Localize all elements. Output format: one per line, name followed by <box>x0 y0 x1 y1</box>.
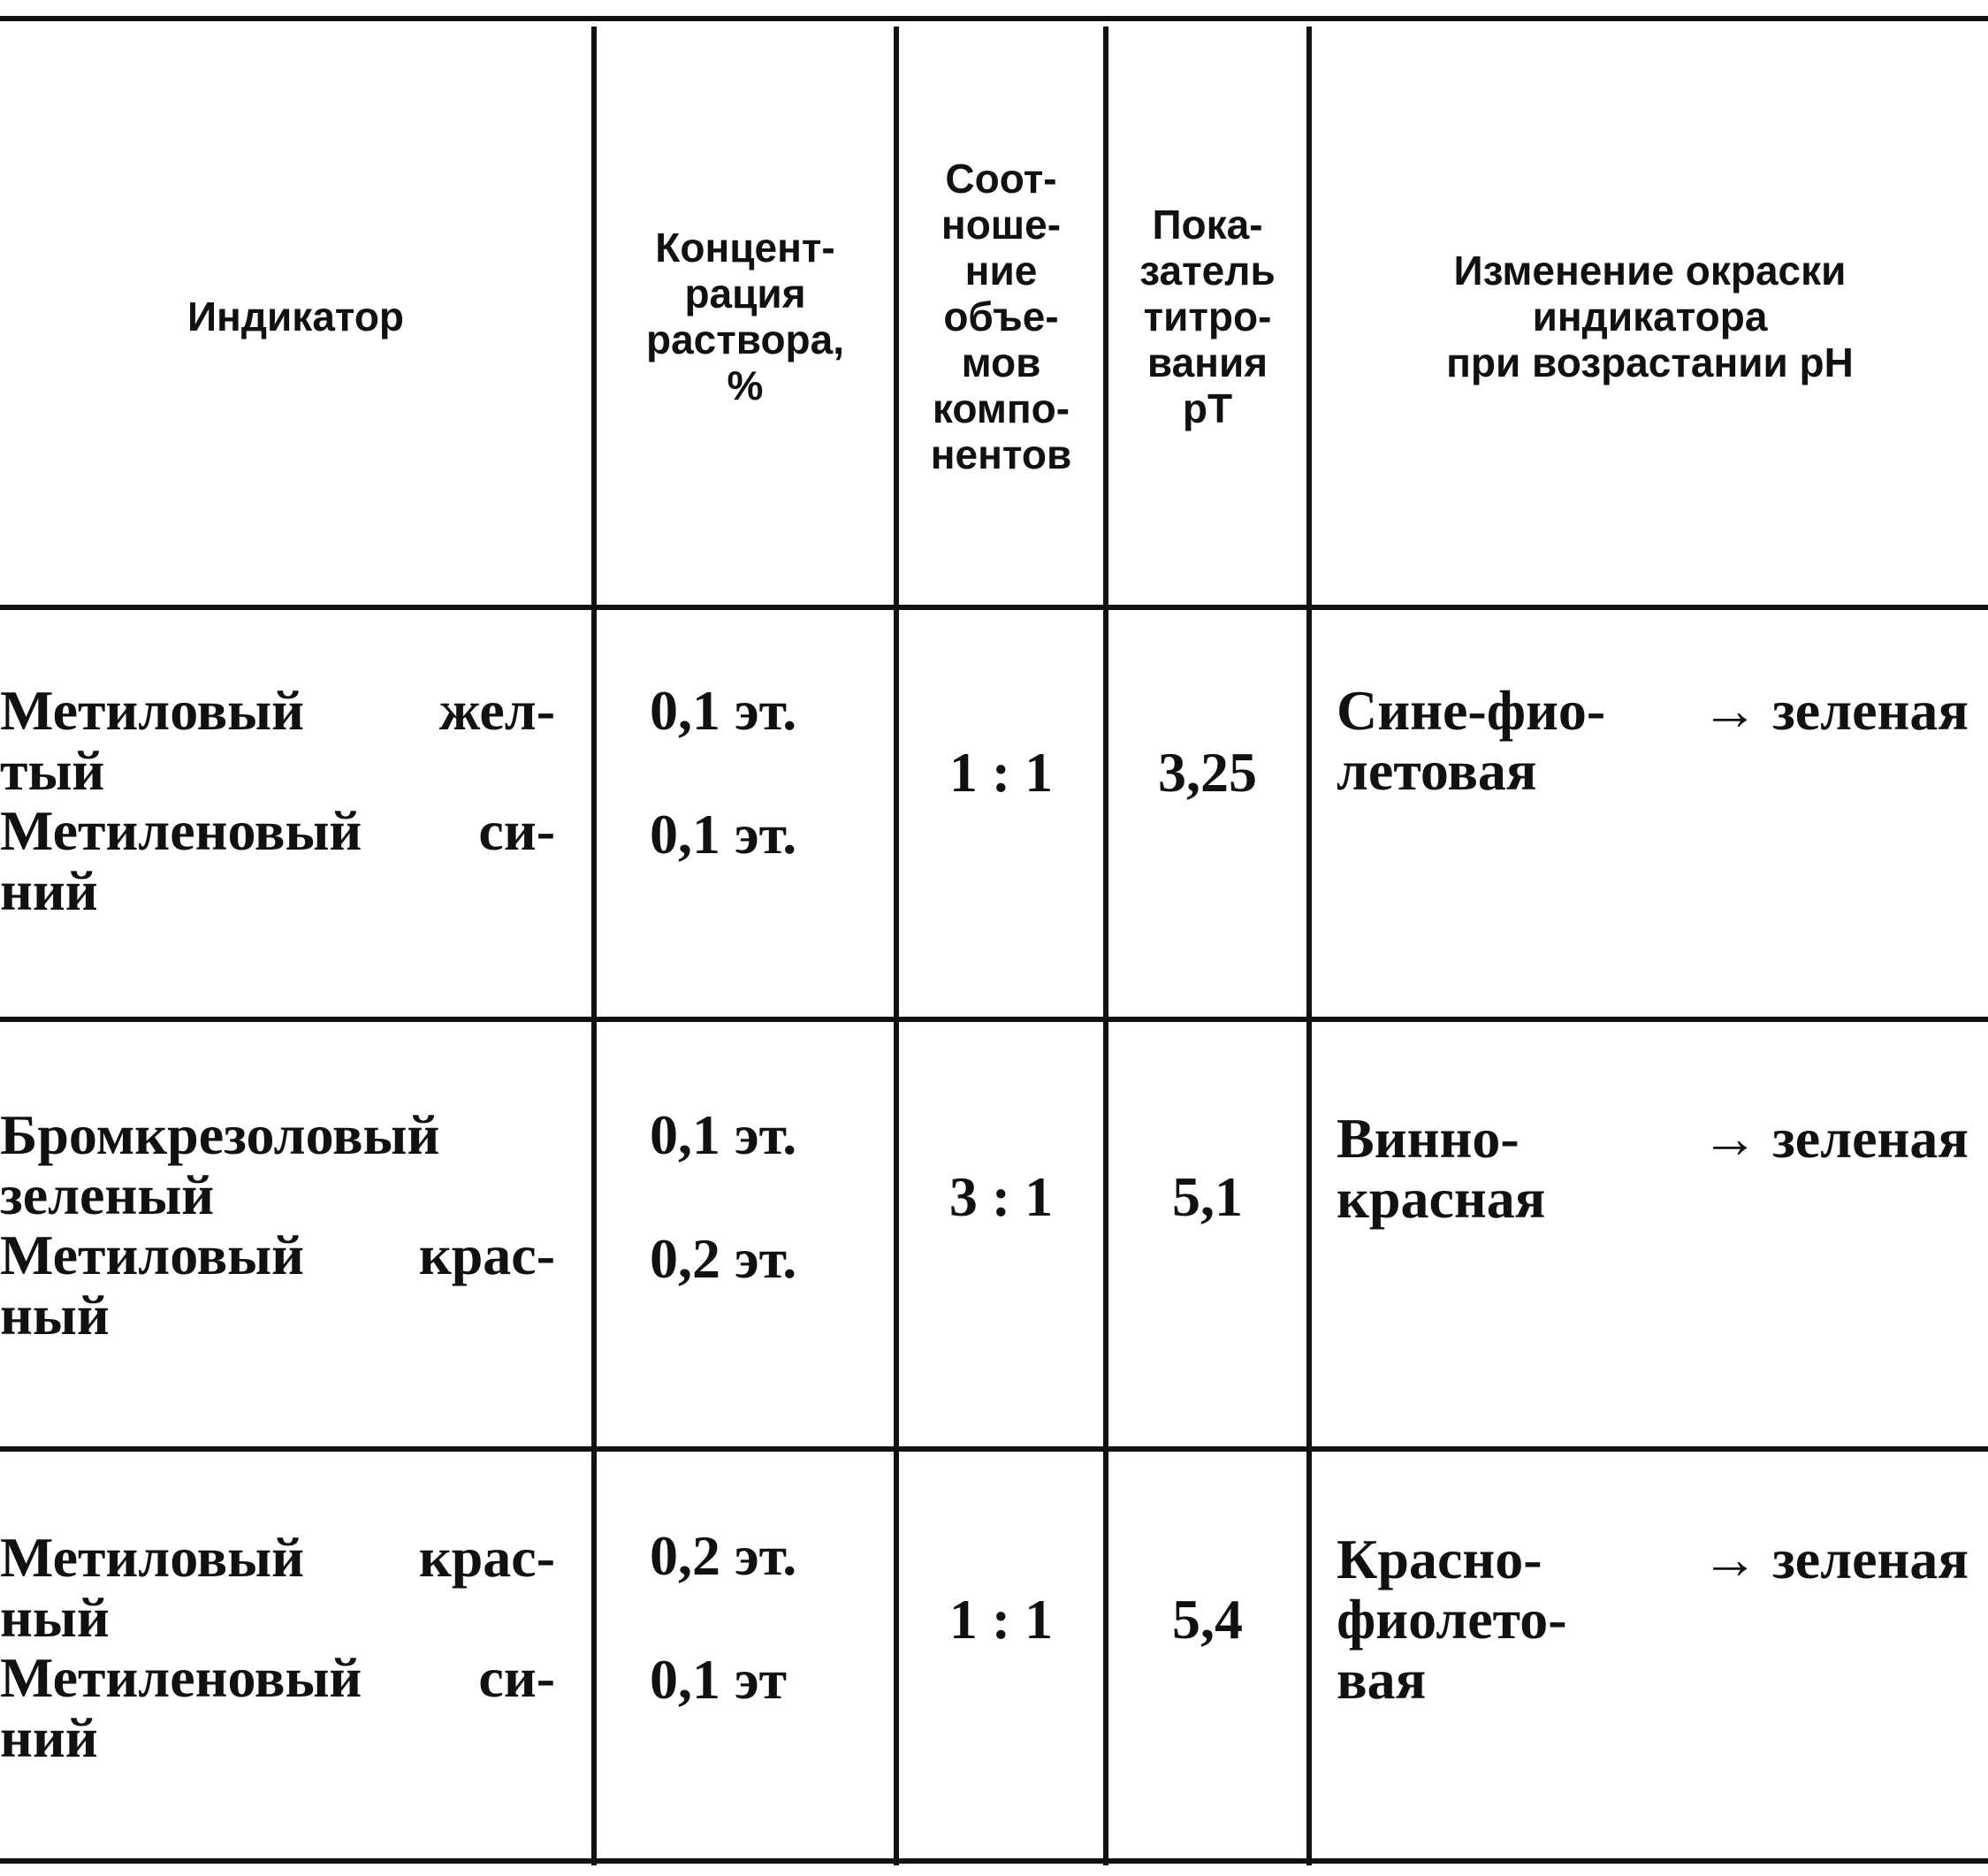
color-from-text: летовая <box>1337 739 1537 802</box>
color-to-text: → зеленая <box>1702 1107 1969 1170</box>
row-2-concentration-1: 0,1 эт. <box>650 1103 797 1166</box>
color-from-text: фиолето- <box>1337 1588 1567 1651</box>
row-2-titration-index: 5,1 <box>1172 1165 1243 1228</box>
header-volume-ratio: Соот- ноше- ние объе- мов компо- нентов <box>930 156 1072 477</box>
row-3-ratio: 1 : 1 <box>948 1588 1054 1651</box>
row-1-concentration-2: 0,1 эт. <box>650 803 797 866</box>
row-1-bottom-rule <box>0 1017 1988 1022</box>
indicator-text: Метиленовый <box>0 1646 362 1709</box>
indicator-text: зеленый <box>0 1163 215 1226</box>
table-bottom-rule <box>0 1858 1988 1864</box>
indicator-text: ний <box>0 1706 98 1769</box>
indicator-text-hyphen: крас- <box>418 1224 555 1286</box>
color-from-text: Сине-фио- <box>1337 679 1606 742</box>
row-3-concentration-1: 0,2 эт. <box>650 1524 797 1587</box>
row-3-concentration-2: 0,1 эт <box>650 1648 788 1711</box>
row-2-bottom-rule <box>0 1446 1988 1452</box>
indicator-text-hyphen: жел- <box>438 679 555 742</box>
row-2-concentration-2: 0,2 эт. <box>650 1227 797 1290</box>
table-row-2-indicator <box>0 1105 555 1346</box>
indicator-text: ний <box>0 859 98 922</box>
indicator-text: ный <box>0 1586 110 1649</box>
table-row-1-indicator <box>0 681 555 921</box>
row-2-ratio: 3 : 1 <box>948 1165 1054 1228</box>
header-titration-index: Пока- затель титро- вания pT <box>1139 202 1276 431</box>
indicator-text: тый <box>0 739 105 802</box>
table-row-3-indicator <box>0 1528 555 1768</box>
indicator-text: Метиленовый <box>0 799 362 862</box>
indicator-text: Бромкрезоловый <box>0 1103 440 1166</box>
row-1-color-change <box>1337 681 1969 801</box>
row-3-titration-index: 5,4 <box>1172 1588 1243 1651</box>
indicator-text: Метиловый <box>0 679 304 742</box>
color-from-text: вая <box>1337 1648 1427 1711</box>
header-bottom-rule <box>0 605 1988 610</box>
indicator-text: ный <box>0 1284 110 1346</box>
indicator-text: Метиловый <box>0 1224 304 1286</box>
indicator-text-hyphen: си- <box>478 1646 555 1709</box>
color-from-text: Красно- <box>1337 1528 1542 1590</box>
header-color-change: Изменение окраски индикатора при возрастании pH <box>1446 248 1854 385</box>
table-top-rule <box>0 16 1988 21</box>
color-from-text: красная <box>1337 1167 1546 1230</box>
row-1-titration-index: 3,25 <box>1158 741 1257 804</box>
color-to-text: → зеленая <box>1702 679 1969 742</box>
indicator-text: Метиловый <box>0 1526 304 1589</box>
header-concentration: Концент- рация раствора, % <box>645 225 845 408</box>
row-3-color-change <box>1337 1529 1969 1710</box>
row-2-color-change <box>1337 1109 1969 1229</box>
row-1-concentration-1: 0,1 эт. <box>650 679 797 742</box>
row-1-ratio: 1 : 1 <box>948 741 1054 804</box>
header-indicator: Индикатор <box>187 294 405 339</box>
color-from-text: Винно- <box>1337 1107 1520 1170</box>
indicator-text-hyphen: крас- <box>418 1526 555 1589</box>
indicator-text-hyphen: си- <box>478 799 555 862</box>
color-to-text: → зеленая <box>1702 1528 1969 1590</box>
